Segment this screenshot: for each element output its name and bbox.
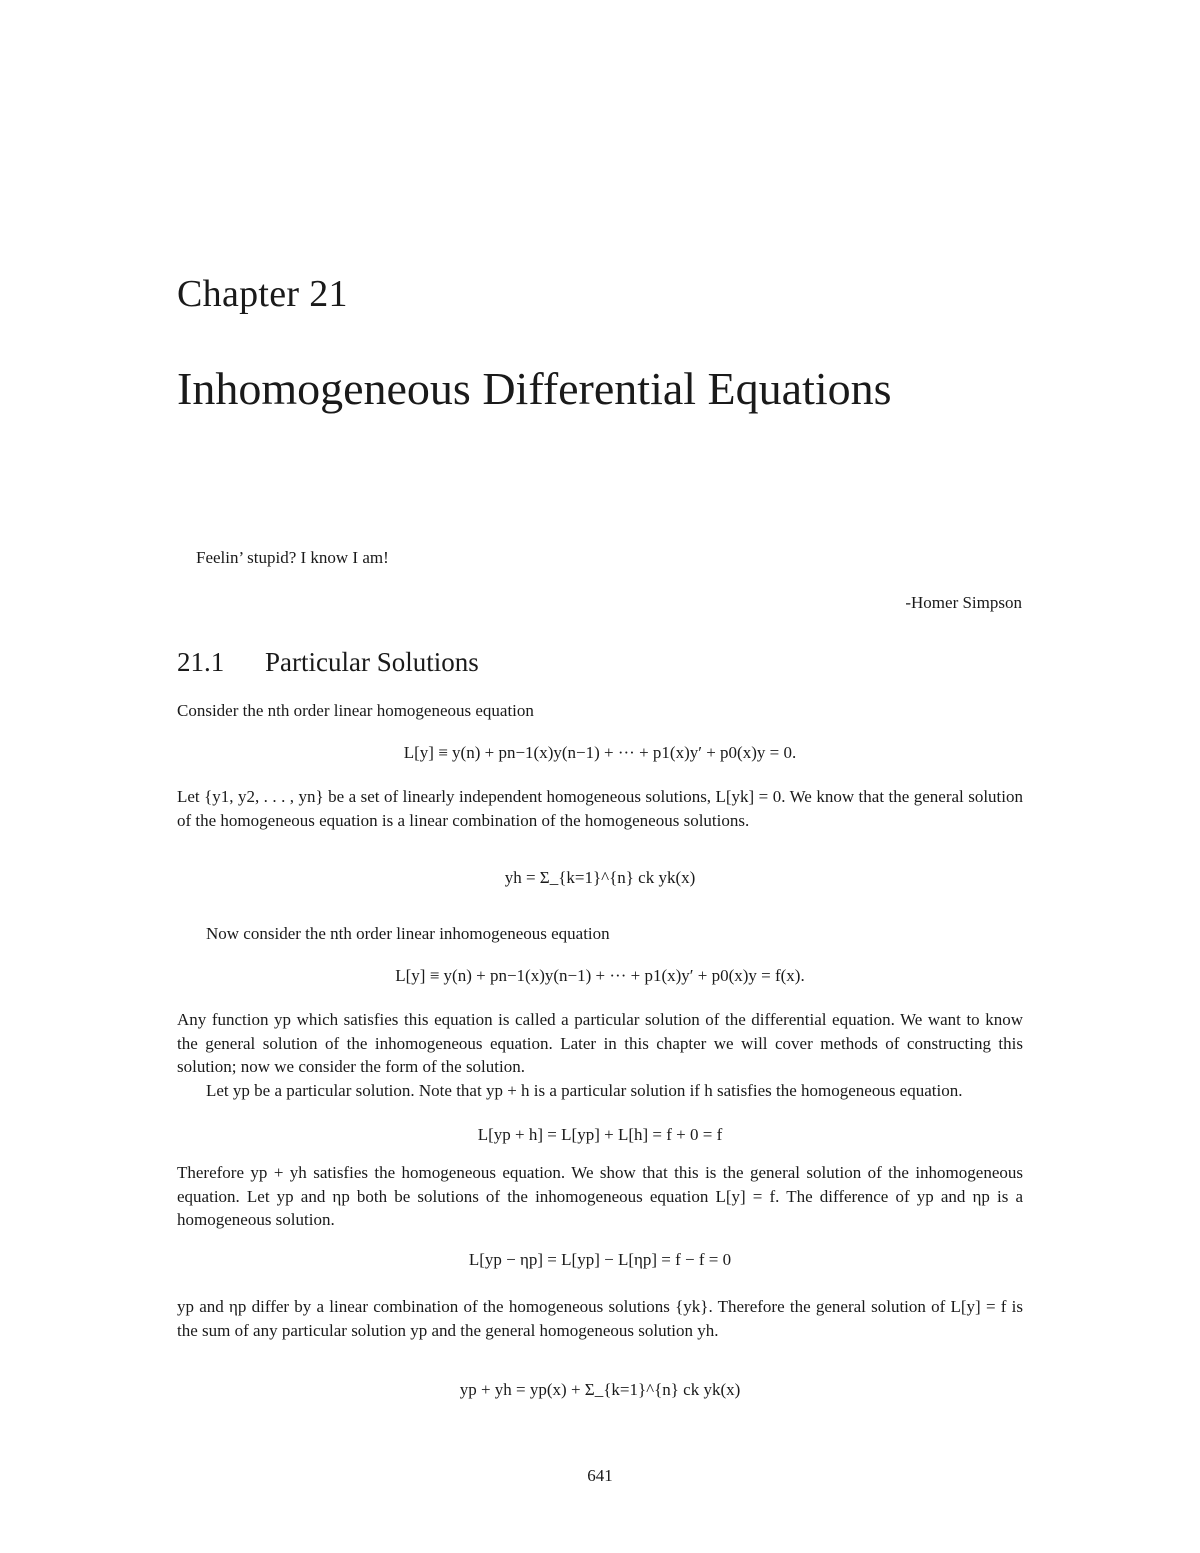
paragraph-general-solution: Therefore yp + yh satisfies the homogeneous equation. We show that this is the general solution of the inhomogeneous equation. Let yp and ηp both be solutions of the inhomogeneous equation L[y] = f. The difference of yp and ηp is a homogeneous solution.	[177, 1163, 1023, 1229]
chapter-label: Chapter 21	[177, 273, 348, 315]
equation-inhomogeneous: L[y] ≡ y(n) + pn−1(x)y(n−1) + ··· + p1(x)y′ + p0(x)y = f(x).	[395, 966, 805, 985]
paragraph-particular-plus-h: Let yp be a particular solution. Note that yp + h is a particular solution if h satisfies the homogeneous equation.	[206, 1081, 963, 1100]
section-heading	[177, 647, 479, 678]
epigraph-author: -Homer Simpson	[905, 593, 1022, 612]
equation-general-homogeneous: yh = Σ_{k=1}^{n} ck yk(x)	[504, 868, 696, 887]
equation-final: yp + yh = yp(x) + Σ_{k=1}^{n} ck yk(x)	[459, 1380, 741, 1399]
equation-homogeneous: L[y] ≡ y(n) + pn−1(x)y(n−1) + ··· + p1(x)y′ + p0(x)y = 0.	[403, 743, 797, 762]
section-title: Particular Solutions	[265, 647, 479, 677]
paragraph-conclusion: yp and ηp differ by a linear combination of the homogeneous solutions {yk}. Therefore the general solution of L[y] = f is the sum of any particular solution yp and the general homogeneous solution yh.	[177, 1297, 1023, 1340]
paragraph-intro: Consider the nth order linear homogeneous equation	[177, 701, 534, 720]
page-number: 641	[587, 1466, 613, 1485]
paragraph-inhomogeneous-intro: Now consider the nth order linear inhomogeneous equation	[206, 924, 610, 943]
equation-particular-plus-h: L[yp + h] = L[yp] + L[h] = f + 0 = f	[477, 1125, 723, 1144]
paragraph-homogeneous-solutions: Let {y1, y2, . . . , yn} be a set of linearly independent homogeneous solutions, L[yk] = 0. We know that the general solution of the homogeneous equation is a linear combination of the homogeneous solutions.	[177, 787, 1023, 830]
paragraph-particular-solution: Any function yp which satisfies this equation is called a particular solution of the differential equation. We want to know the general solution of the inhomogeneous equation. Later in this chapter we will cover methods of constructing this solution; now we consider the form of the solution.	[177, 1010, 1023, 1076]
epigraph-quote: Feelin’ stupid? I know I am!	[196, 548, 389, 567]
chapter-title: Inhomogeneous Differential Equations	[177, 363, 892, 414]
equation-difference: L[yp − ηp] = L[yp] − L[ηp] = f − f = 0	[468, 1250, 732, 1269]
section-number: 21.1	[177, 647, 225, 677]
